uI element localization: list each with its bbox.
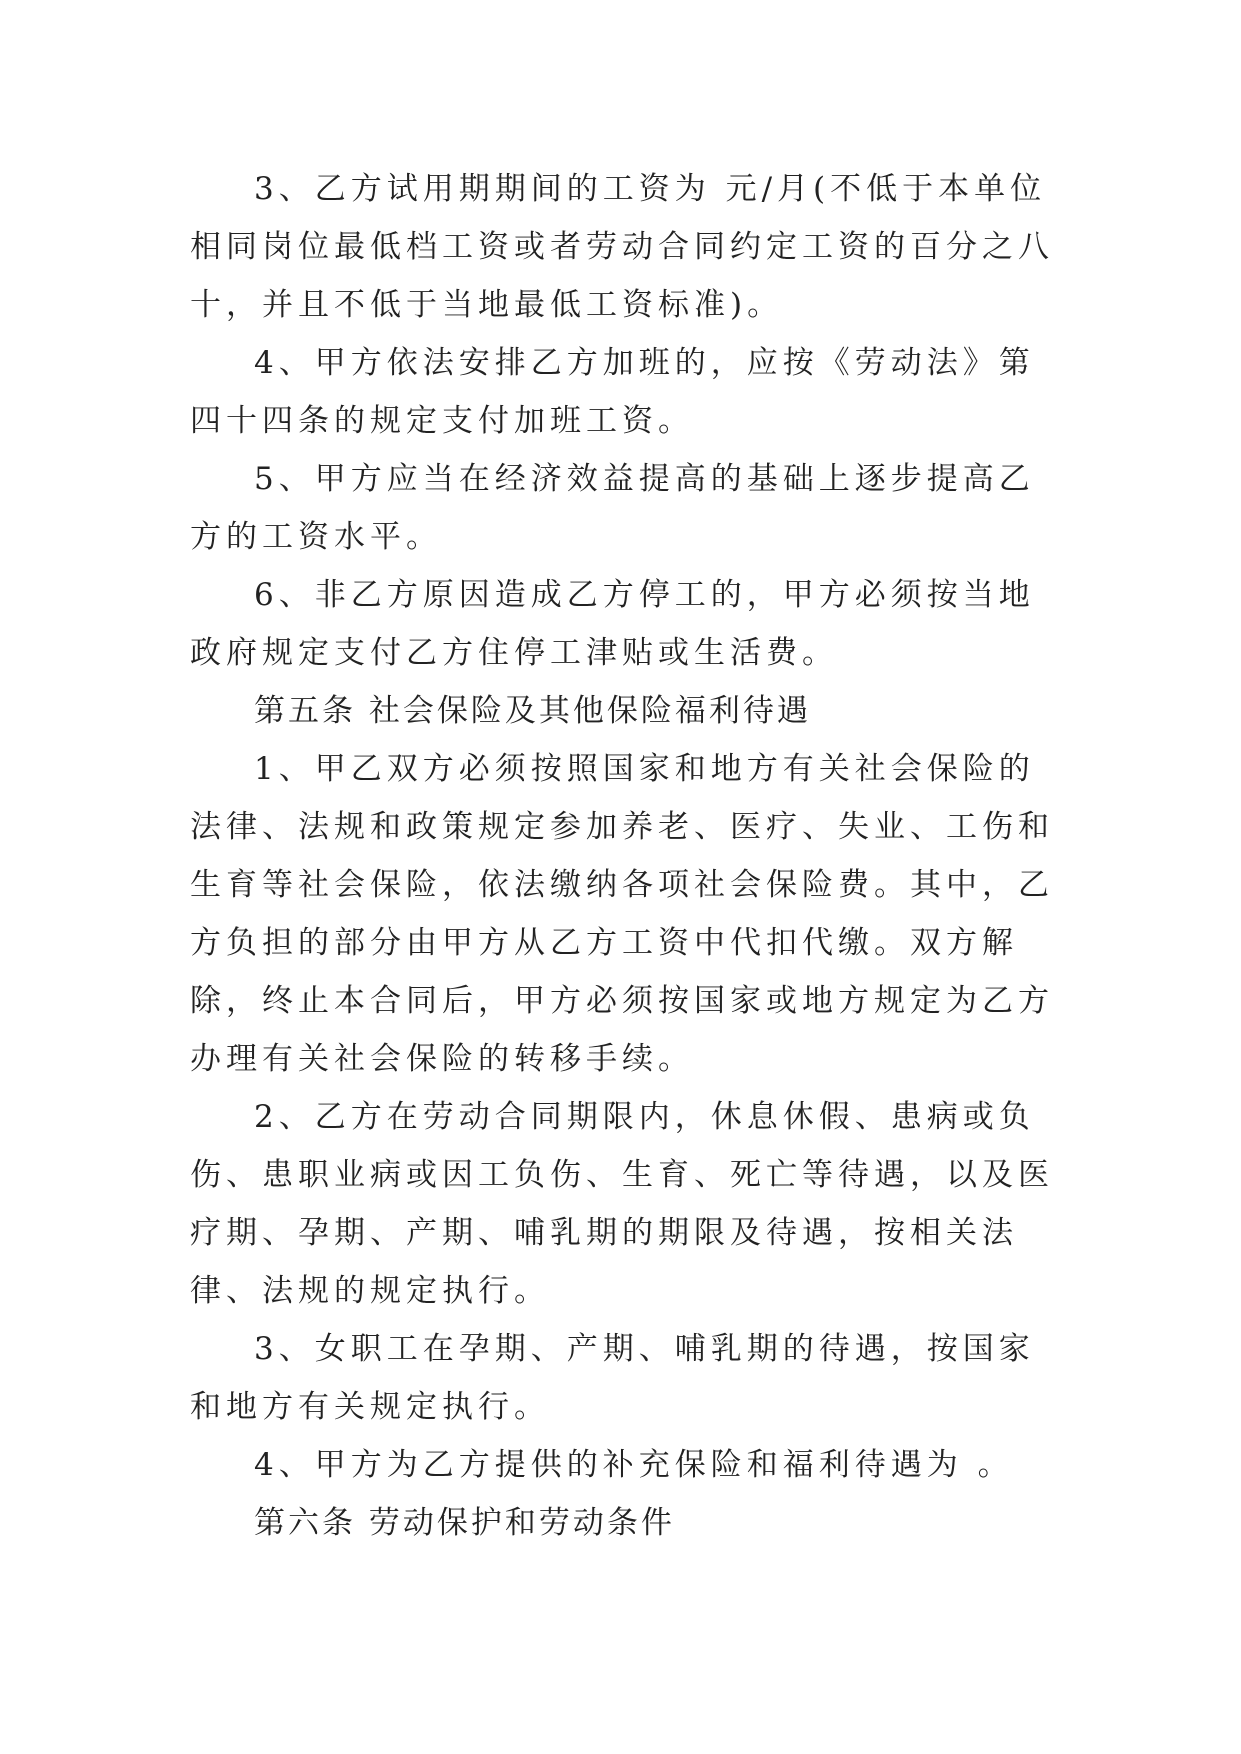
paragraph-overtime-pay: 4、甲方依法安排乙方加班的，应按《劳动法》第四十四条的规定支付加班工资。 — [190, 345, 1035, 439]
article-6-heading: 第六条 劳动保护和劳动条件 — [254, 1505, 675, 1541]
paragraph-female-employees: 3、女职工在孕期、产期、哺乳期的待遇，按国家和地方有关规定执行。 — [190, 1331, 1035, 1425]
paragraph-salary-increase: 5、甲方应当在经济效益提高的基础上逐步提高乙方的工资水平。 — [190, 461, 1035, 555]
paragraph-probation-salary: 3、乙方试用期期间的工资为 元/月(不低于本单位相同岗位最低档工资或者劳动合同约定工资的百分之八十，并且不低于当地最低工资标准)。 — [190, 171, 1054, 323]
paragraph-work-stoppage: 6、非乙方原因造成乙方停工的，甲方必须按当地政府规定支付乙方住停工津贴或生活费。 — [190, 577, 1035, 671]
paragraph-leave-benefits: 2、乙方在劳动合同期限内，休息休假、患病或负伤、患职业病或因工负伤、生育、死亡等待遇，以及医疗期、孕期、产期、哺乳期的期限及待遇，按相关法律、法规的规定执行。 — [190, 1099, 1054, 1309]
document-body — [190, 160, 1070, 1552]
paragraph-supplementary-insurance: 4、甲方为乙方提供的补充保险和福利待遇为 。 — [254, 1447, 1014, 1483]
paragraph-social-insurance: 1、甲乙双方必须按照国家和地方有关社会保险的法律、法规和政策规定参加养老、医疗、失业、工伤和生育等社会保险，依法缴纳各项社会保险费。其中，乙方负担的部分由甲方从乙方工资中代扣代缴。双方解除，终止本合同后，甲方必须按国家或地方规定为乙方办理有关社会保险的转移手续。 — [190, 751, 1054, 1077]
article-5-heading: 第五条 社会保险及其他保险福利待遇 — [254, 693, 811, 729]
